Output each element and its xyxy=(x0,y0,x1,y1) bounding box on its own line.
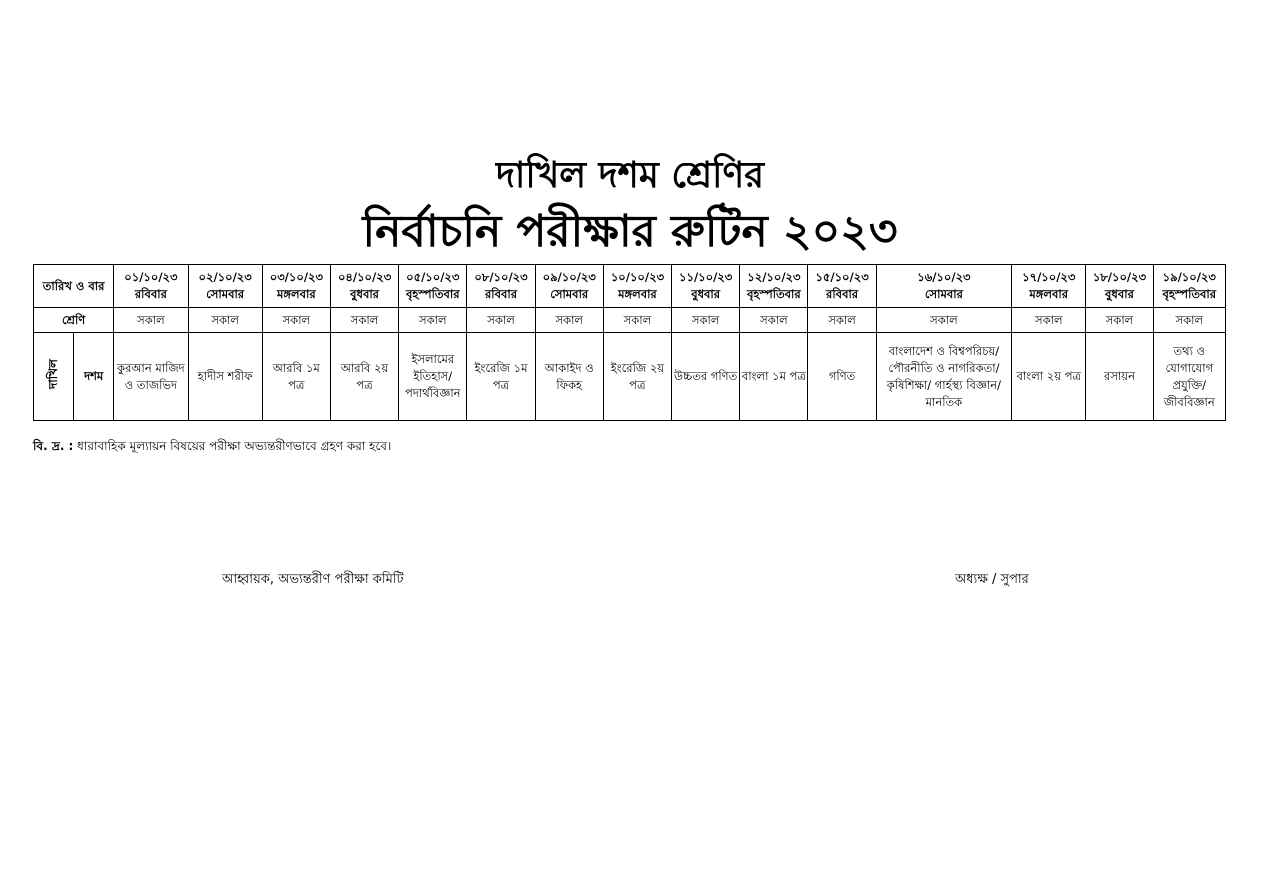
date-cell xyxy=(114,265,188,308)
shift-cell: সকাল xyxy=(114,308,188,333)
shift-cell: সকাল xyxy=(603,308,671,333)
signature-principal: অধ্যক্ষ / সুপার xyxy=(955,572,1029,587)
footnote-text: ধারাবাহিক মূল্যায়ন বিষয়ের পরীক্ষা অভ্যন্তরীণভাবে গ্রহণ করা হবে। xyxy=(73,439,392,453)
exam-day: মঙ্গলবার xyxy=(618,287,657,301)
heading-line2: নির্বাচনি পরীক্ষার রুটিন ২০২৩ xyxy=(362,206,898,257)
date-cell xyxy=(330,265,398,308)
subject-cell: ইসলামের ইতিহাস/ পদার্থবিজ্ঞান xyxy=(399,333,467,421)
subject-cell: হাদীস শরীফ xyxy=(188,333,262,421)
exam-day: বৃহস্পতিবার xyxy=(405,287,460,301)
exam-date: ০৮/১০/২৩ xyxy=(474,270,528,284)
shift-cell: সকাল xyxy=(808,308,876,333)
date-cell xyxy=(808,265,876,308)
exam-day: সোমবার xyxy=(206,287,245,301)
signature-convener: আহ্বায়ক, অভ্যন্তরীণ পরীক্ষা কমিটি xyxy=(222,572,404,587)
date-cell xyxy=(188,265,262,308)
exam-date: ০২/১০/২৩ xyxy=(198,270,252,284)
subject-cell: বাংলা ১ম পত্র xyxy=(740,333,808,421)
date-cell xyxy=(876,265,1011,308)
date-cell xyxy=(399,265,467,308)
shift-cell: সকাল xyxy=(330,308,398,333)
date-cell xyxy=(603,265,671,308)
class-header: শ্রেণি xyxy=(34,308,114,333)
shift-cell: সকাল xyxy=(876,308,1011,333)
shift-cell: সকাল xyxy=(1153,308,1225,333)
shift-cell: সকাল xyxy=(672,308,740,333)
subject-cell: আরবি ২য় পত্র xyxy=(330,333,398,421)
exam-date: ১০/১০/২৩ xyxy=(610,270,665,284)
date-cell xyxy=(1086,265,1153,308)
date-cell xyxy=(672,265,740,308)
madrasa-level-label: দাখিল xyxy=(46,358,61,390)
class-name-cell: দশম xyxy=(74,333,114,421)
shift-cell: সকাল xyxy=(399,308,467,333)
shift-cell: সকাল xyxy=(1086,308,1153,333)
exam-date: ০৩/১০/২৩ xyxy=(269,270,323,284)
exam-day: মঙ্গলবার xyxy=(277,287,316,301)
exam-day: রবিবার xyxy=(826,287,859,301)
subject-cell: আরবি ১ম পত্র xyxy=(262,333,330,421)
madrasa-level-cell xyxy=(34,333,74,421)
exam-day: বুধবার xyxy=(691,287,721,301)
date-cell xyxy=(1153,265,1225,308)
exam-date: ১২/১০/২৩ xyxy=(747,270,801,284)
exam-date: ০৪/১০/২৩ xyxy=(337,270,392,284)
shift-cell: সকাল xyxy=(262,308,330,333)
exam-day: মঙ্গলবার xyxy=(1029,287,1069,301)
subject-cell: ইংরেজি ২য় পত্র xyxy=(603,333,671,421)
exam-day: রবিবার xyxy=(484,287,518,301)
exam-date: ০৯/১০/২৩ xyxy=(542,270,596,284)
exam-day: বৃহস্পতিবার xyxy=(747,287,801,301)
subject-cell: বাংলাদেশ ও বিশ্বপরিচয়/ পৌরনীতি ও নাগরিকতা/ কৃষিশিক্ষা/ গার্হস্থ্য বিজ্ঞান/ মানতিক xyxy=(876,333,1011,421)
date-day-header: তারিখ ও বার xyxy=(34,265,114,308)
exam-day: বুধবার xyxy=(350,287,380,301)
exam-date: ০৫/১০/২৩ xyxy=(406,270,460,284)
exam-day: রবিবার xyxy=(134,287,167,301)
subject-cell: আকাইদ ও ফিকহ xyxy=(535,333,603,421)
shift-cell: সকাল xyxy=(467,308,535,333)
footnote xyxy=(33,437,391,455)
subject-cell: গণিত xyxy=(808,333,876,421)
exam-date: ১৮/১০/২৩ xyxy=(1092,270,1147,284)
date-cell xyxy=(740,265,808,308)
shift-cell: সকাল xyxy=(740,308,808,333)
footnote-label: বি. দ্র. : xyxy=(33,439,74,453)
exam-date: ১৬/১০/২৩ xyxy=(917,270,971,284)
exam-date: ১৫/১০/২৩ xyxy=(815,270,869,284)
exam-day: বুধবার xyxy=(1105,287,1134,301)
shift-cell: সকাল xyxy=(188,308,262,333)
subject-cell: তথ্য ও যোগাযোগ প্রযুক্তি/ জীববিজ্ঞান xyxy=(1153,333,1225,421)
date-cell xyxy=(467,265,535,308)
exam-date: ১৯/১০/২৩ xyxy=(1162,270,1216,284)
subject-cell: বাংলা ২য় পত্র xyxy=(1012,333,1086,421)
date-cell xyxy=(535,265,603,308)
date-row xyxy=(34,265,1226,308)
shift-cell: সকাল xyxy=(535,308,603,333)
heading-line1: দাখিল দশম শ্রেণির xyxy=(495,155,765,196)
exam-routine-table xyxy=(33,264,1226,421)
exam-date: ১১/১০/২৩ xyxy=(679,270,733,284)
exam-day: সোমবার xyxy=(550,287,589,301)
shift-row xyxy=(34,308,1226,333)
shift-cell: সকাল xyxy=(1012,308,1086,333)
subject-row xyxy=(34,333,1226,421)
exam-date: ০১/১০/২৩ xyxy=(124,270,178,284)
exam-day: সোমবার xyxy=(924,287,963,301)
subject-cell: উচ্চতর গণিত xyxy=(672,333,740,421)
date-cell xyxy=(262,265,330,308)
subject-cell: রসায়ন xyxy=(1086,333,1153,421)
subject-cell: কুরআন মাজিদ ও তাজভিদ xyxy=(114,333,188,421)
date-cell xyxy=(1012,265,1086,308)
subject-cell: ইংরেজি ১ম পত্র xyxy=(467,333,535,421)
exam-date: ১৭/১০/২৩ xyxy=(1022,270,1076,284)
exam-day: বৃহস্পতিবার xyxy=(1162,287,1217,301)
